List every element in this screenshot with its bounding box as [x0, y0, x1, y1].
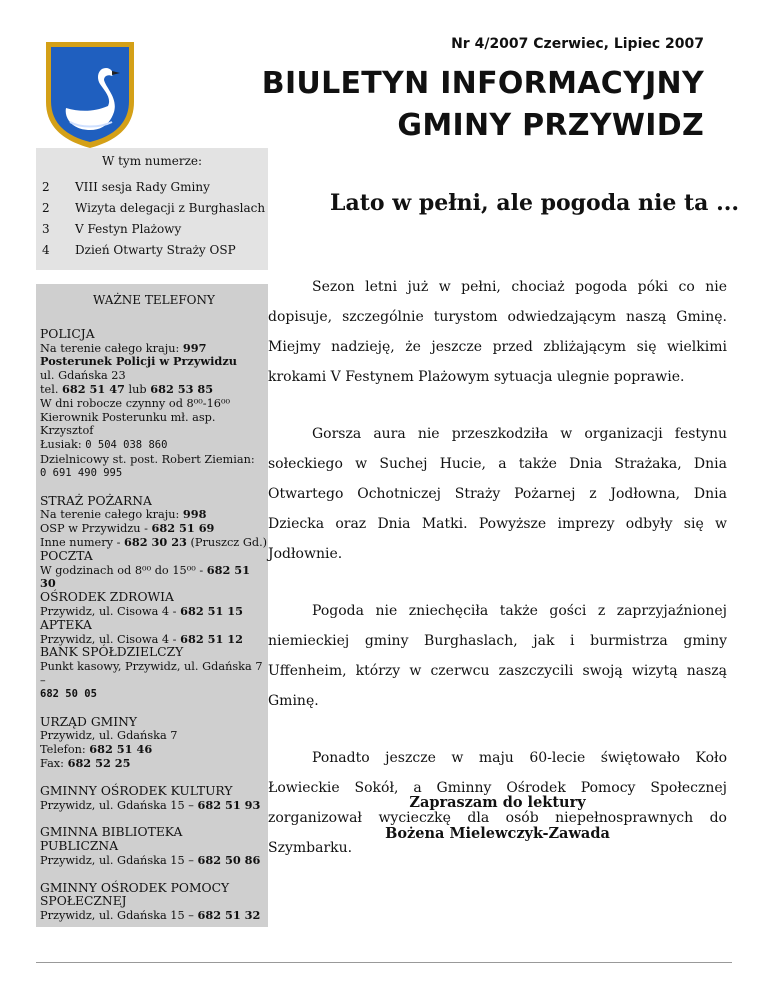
- footer-divider: [36, 962, 732, 963]
- police-line: Na terenie całego kraju: 997: [40, 340, 207, 355]
- toc-heading: W tym numerze:: [101, 154, 203, 168]
- fire-line: Inne numery - 682 30 23 (Pruszcz Gd.): [40, 534, 268, 549]
- culture-line: Przywidz, ul. Gdańska 15 – 682 51 93: [40, 797, 261, 812]
- library-title: GMINNA BIBLIOTEKA: [40, 825, 183, 840]
- police-line: 0 691 490 995: [40, 466, 123, 479]
- pharmacy-title: APTEKA: [40, 617, 92, 632]
- table-of-contents: [36, 148, 268, 270]
- police-line: Łusiak: 0 504 038 860: [40, 438, 168, 452]
- author-signature: Bożena Mielewczyk-Zawada: [385, 825, 610, 842]
- office-line: Telefon: 682 51 46: [40, 742, 153, 757]
- police-title: POLICJA: [40, 326, 95, 341]
- police-line: Dzielnicowy st. post. Robert Ziemian:: [40, 452, 255, 466]
- office-line: Fax: 682 52 25: [40, 755, 131, 770]
- sidebar: [36, 148, 268, 927]
- issue-info: Nr 4/2007 Czerwiec, Lipiec 2007: [451, 36, 704, 52]
- toc-item: [36, 201, 268, 222]
- phones-heading: WAŻNE TELEFONY: [93, 293, 215, 307]
- toc-item: [36, 243, 268, 264]
- police-line: Kierownik Posterunku mł. asp. Krzysztof: [40, 410, 216, 438]
- bank-title: BANK SPÓŁDZIELCZY: [40, 645, 184, 660]
- toc-item: [36, 180, 268, 201]
- closing-invitation: Zapraszam do lektury: [409, 794, 586, 811]
- bank-line: 682 50 05: [40, 687, 97, 700]
- post-line: W godzinach od 8⁰⁰ do 15⁰⁰ - 682 51 30: [40, 562, 251, 591]
- article-paragraph: Gorsza aura nie przeszkodziła w organizacji festynu sołeckiego w Suchej Hucie, a także Dnia Strażaka, Dnia Otwartego Ochotniczej Straży Pożarnej z Jodłowna, Dnia Dziecka oraz Dnia Matki. Powyższe imprezy odbyły się w Jodłownie.: [268, 426, 727, 562]
- library-title: PUBLICZNA: [40, 839, 119, 854]
- swan-crest-icon: [42, 38, 138, 150]
- bulletin-title-line1: BIULETYN INFORMACYJNY: [261, 66, 704, 101]
- police-line: ul. Gdańska 23: [40, 369, 126, 383]
- bulletin-title-line2: GMINY PRZYWIDZ: [397, 108, 704, 143]
- pharmacy-line: Przywidz, ul. Cisowa 4 - 682 51 12: [40, 631, 243, 646]
- fire-line: Na terenie całego kraju: 998: [40, 507, 207, 522]
- social-title: GMINNY OŚRODEK POMOCY: [40, 880, 230, 895]
- toc-label: Dzień Otwarty Straży OSP: [75, 243, 236, 257]
- culture-title: GMINNY OŚRODEK KULTURY: [40, 783, 233, 798]
- article-paragraph: Pogoda nie zniechęciła także gości z zaprzyjaźnionej niemieckiej gminy Burghaslach, jak i burmistrza gminy Uffenheim, którzy w czerwcu zaszczycili swoją wizytą naszą Gminę.: [268, 603, 727, 709]
- toc-label: VIII sesja Rady Gminy: [75, 180, 210, 194]
- toc-page-number: 3: [42, 222, 50, 236]
- toc-page-number: 2: [42, 180, 50, 194]
- health-line: Przywidz, ul. Cisowa 4 - 682 51 15: [40, 603, 243, 618]
- library-line: Przywidz, ul. Gdańska 15 – 682 50 86: [40, 852, 261, 867]
- post-title: POCZTA: [40, 548, 93, 563]
- article-headline: Lato w pełni, ale pogoda nie ta ...: [330, 190, 740, 216]
- police-line: Posterunek Policji w Przywidzu: [40, 354, 237, 369]
- fire-line: OSP w Przywidzu - 682 51 69: [40, 521, 215, 536]
- social-title: SPOŁECZNEJ: [40, 894, 127, 909]
- toc-label: Wizyta delegacji z Burghaslach: [75, 201, 266, 215]
- police-line: W dni robocze czynny od 8⁰⁰-16⁰⁰: [40, 396, 231, 410]
- toc-item: [36, 222, 268, 243]
- office-title: URZĄD GMINY: [40, 714, 137, 729]
- toc-page-number: 4: [42, 243, 50, 257]
- office-line: Przywidz, ul. Gdańska 7: [40, 729, 178, 743]
- article-paragraph: Sezon letni już w pełni, chociaż pogoda póki co nie dopisuje, szczególnie turystom odwiedzającym naszą Gminę. Miejmy nadzieję, że jeszcze przed zbliżającym się wielkimi krokami V Festynem Plażowym sytuacja ulegnie poprawie.: [268, 279, 727, 385]
- social-line: Przywidz, ul. Gdańska 15 – 682 51 32: [40, 908, 261, 923]
- fire-title: STRAŻ POŻARNA: [40, 493, 152, 508]
- toc-page-number: 2: [42, 201, 50, 215]
- police-line: tel. 682 51 47 lub 682 53 85: [40, 381, 214, 396]
- important-phones-box: [36, 284, 268, 927]
- health-title: OŚRODEK ZDROWIA: [40, 590, 174, 605]
- toc-label: V Festyn Plażowy: [75, 222, 182, 236]
- bank-line: Punkt kasowy, Przywidz, ul. Gdańska 7 –: [40, 660, 263, 687]
- article-paragraph: Ponadto jeszcze w maju 60-lecie świętowało Koło Łowieckie Sokół, a Gminny Ośrodek Pomocy Społecznej zorganizował wycieczkę dla osób niepełnosprawnych do Szymbarku.: [268, 750, 727, 856]
